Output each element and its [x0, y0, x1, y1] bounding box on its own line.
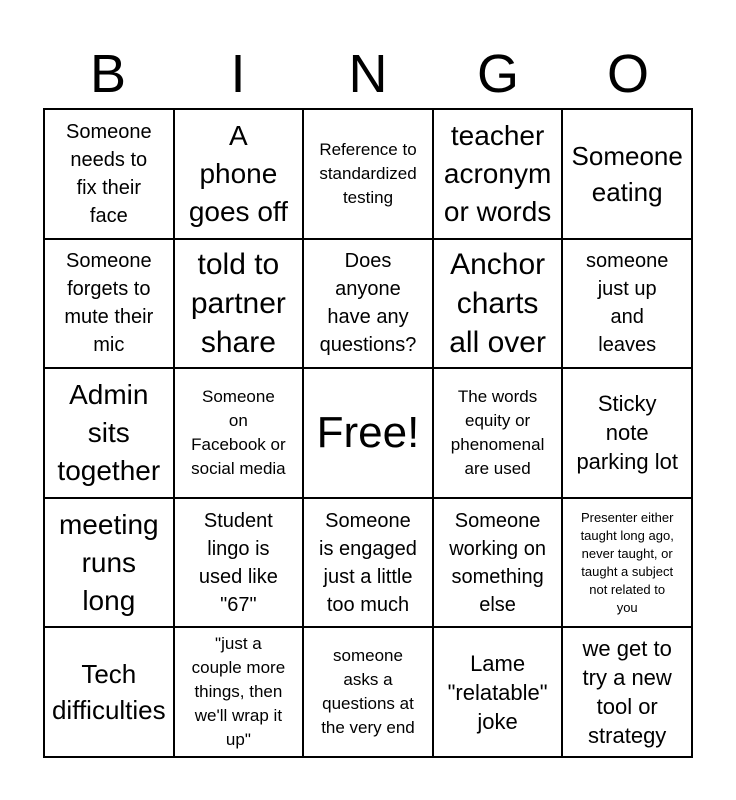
header-letter-i: I — [230, 44, 246, 104]
cell-text: Someone forgets to mute their mic — [64, 250, 154, 357]
bingo-cell[interactable] — [303, 239, 433, 369]
bingo-cell[interactable] — [174, 498, 304, 628]
cell-text: Reference to standardized testing — [319, 139, 417, 207]
bingo-cell[interactable] — [433, 239, 563, 369]
cell-text: Tech difficulties — [51, 659, 166, 726]
cell-text: Someone eating — [571, 140, 683, 207]
cell-text: told to partner share — [190, 247, 286, 359]
bingo-cell[interactable] — [44, 368, 174, 498]
bingo-cell[interactable] — [44, 627, 174, 757]
header-letter-b: B — [89, 44, 127, 104]
bingo-cell[interactable] — [562, 627, 692, 757]
cell-text: Anchor charts all over — [449, 247, 546, 359]
cell-text: Free! — [316, 407, 420, 457]
bingo-cell[interactable] — [433, 498, 563, 628]
cell-text: someone just up and leaves — [586, 250, 669, 357]
bingo-cell[interactable] — [174, 368, 304, 498]
bingo-cell[interactable] — [433, 627, 563, 757]
cell-text: Lame "relatable" joke — [447, 650, 548, 734]
bingo-header — [43, 40, 693, 108]
cell-text: meeting runs long — [58, 508, 159, 616]
bingo-cell[interactable] — [174, 109, 304, 239]
cell-text: Sticky note parking lot — [576, 391, 678, 475]
header-letter-o: O — [606, 44, 649, 104]
cell-text: Admin sits together — [57, 378, 161, 486]
header-letter-n: N — [348, 44, 388, 104]
cell-text: Someone needs to fix their face — [65, 120, 152, 227]
bingo-cell[interactable] — [562, 368, 692, 498]
bingo-cell[interactable] — [303, 109, 433, 239]
cell-text: Someone working on something else — [449, 509, 546, 616]
header-letter-g: G — [476, 44, 519, 104]
bingo-cell[interactable] — [174, 627, 304, 757]
bingo-cell[interactable] — [303, 627, 433, 757]
cell-text: teacher acronym or words — [443, 119, 552, 227]
cell-text: Presenter either taught long ago, never taught, or taught a subject not related to you — [580, 509, 674, 615]
bingo-cell[interactable] — [174, 239, 304, 369]
bingo-cell[interactable] — [44, 498, 174, 628]
cell-text: A phone goes off — [188, 119, 288, 227]
cell-text: "just a couple more things, then we'll wrap it up" — [191, 634, 286, 750]
cell-text: we get to try a new tool or strategy — [582, 636, 672, 749]
cell-text: someone asks a questions at the very end — [321, 646, 415, 738]
bingo-cell[interactable] — [562, 498, 692, 628]
bingo-cell[interactable] — [562, 109, 692, 239]
cell-text: Someone on Facebook or social media — [191, 386, 286, 478]
bingo-cell[interactable] — [303, 498, 433, 628]
cell-text: Student lingo is used like "67" — [198, 509, 278, 616]
cell-text: The words equity or phenomenal are used — [450, 386, 545, 478]
bingo-grid — [43, 108, 693, 758]
bingo-cell-free[interactable] — [303, 368, 433, 498]
bingo-cell[interactable] — [44, 109, 174, 239]
bingo-cell[interactable] — [44, 239, 174, 369]
bingo-cell[interactable] — [433, 109, 563, 239]
cell-text: Does anyone have any questions? — [319, 250, 417, 357]
bingo-cell[interactable] — [433, 368, 563, 498]
bingo-cell[interactable] — [562, 239, 692, 369]
cell-text: Someone is engaged just a little too much — [319, 509, 417, 616]
